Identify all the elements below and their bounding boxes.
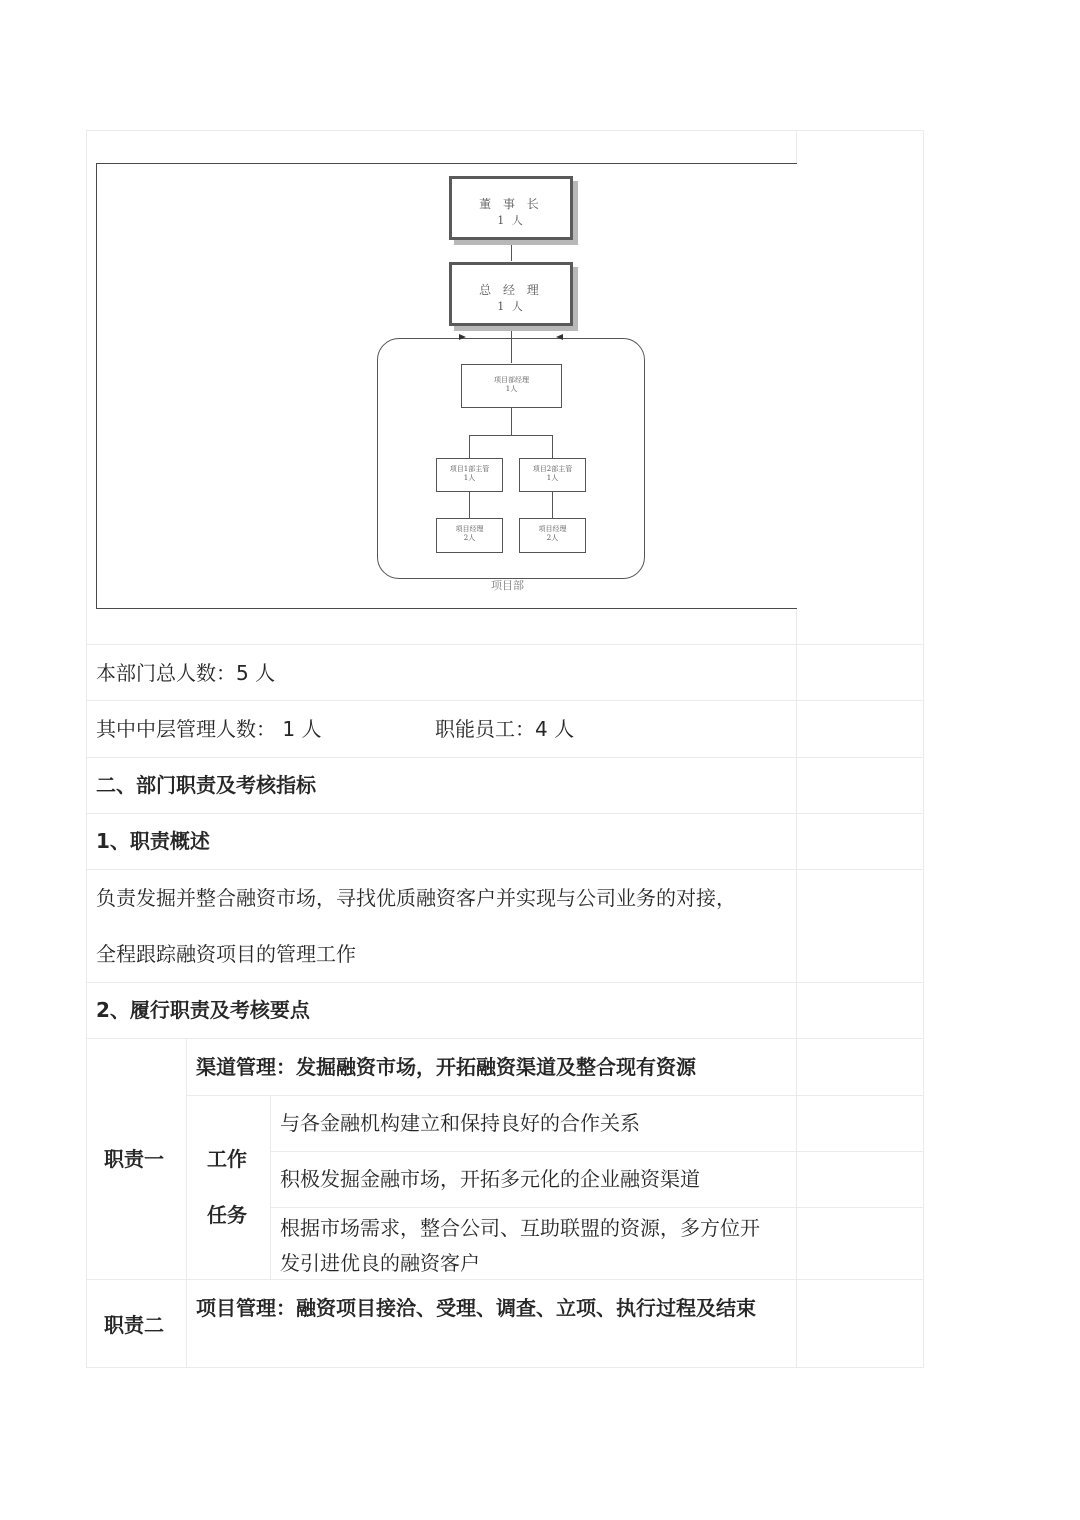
section-heading: 二、部门职责及考核指标 [96, 773, 316, 797]
connector [511, 408, 512, 435]
row-divider [86, 1279, 924, 1280]
arrow-left-icon [459, 334, 466, 340]
connector [552, 435, 553, 458]
project-dept-manager-box [461, 364, 562, 408]
row-divider [86, 813, 924, 814]
project2-lead-title: 项目2部主管 [532, 465, 573, 473]
connector [511, 239, 512, 261]
row-divider [86, 1038, 924, 1039]
project1-lead-box [436, 458, 503, 492]
chairman-box [449, 176, 573, 240]
duty-1-task-3-line-1: 根据市场需求，整合公司、互助联盟的资源，多方位开 [280, 1216, 760, 1240]
row-divider [86, 757, 924, 758]
col-divider [186, 1038, 187, 1368]
duty-2-label: 职责二 [104, 1313, 164, 1337]
project1-managers-title: 项目经理 [455, 525, 484, 533]
project-dept-group-label: 项目部 [491, 579, 524, 592]
project1-managers-box [436, 518, 503, 553]
connector [511, 326, 512, 363]
connector [469, 435, 470, 458]
row-divider [86, 700, 924, 701]
project2-managers-count: 2人 [546, 534, 559, 542]
project2-managers-box [519, 518, 586, 553]
functional-staff: 职能员工：4 人 [435, 717, 575, 741]
project-dept-manager-title: 项目部经理 [494, 376, 529, 384]
project1-managers-count: 2人 [463, 534, 476, 542]
col-divider [270, 1095, 271, 1279]
connector [469, 492, 470, 518]
subsection-duties: 2、履行职责及考核要点 [96, 998, 310, 1022]
general-manager-title: 总 经 理 [479, 283, 543, 297]
project2-managers-title: 项目经理 [538, 525, 567, 533]
project2-lead-count: 1人 [546, 474, 559, 482]
row-divider [86, 982, 924, 983]
duty-1-task-label-1: 工作 [207, 1147, 247, 1171]
row-divider [86, 644, 924, 645]
chairman-title: 董 事 长 [479, 197, 543, 211]
duty-1-task-2: 积极发掘金融市场，开拓多元化的企业融资渠道 [280, 1167, 700, 1191]
middle-managers: 其中中层管理人数： 1 人 [96, 717, 322, 741]
chairman-count: 1 人 [497, 214, 525, 227]
duty-2-title: 项目管理：融资项目接洽、受理、调查、立项、执行过程及结束 [196, 1296, 756, 1320]
row-divider [86, 869, 924, 870]
row-divider [270, 1151, 924, 1152]
duty-1-task-1: 与各金融机构建立和保持良好的合作关系 [280, 1111, 640, 1135]
duty-1-title: 渠道管理：发掘融资市场，开拓融资渠道及整合现有资源 [196, 1055, 696, 1079]
total-staff: 本部门总人数：5 人 [96, 661, 276, 685]
project1-lead-title: 项目1部主管 [449, 465, 490, 473]
row-divider [270, 1207, 924, 1208]
overview-line-1: 负责发掘并整合融资市场，寻找优质融资客户并实现与公司业务的对接， [96, 886, 736, 910]
duty-1-task-3-line-2: 发引进优良的融资客户 [280, 1251, 480, 1275]
overview-line-2: 全程跟踪融资项目的管理工作 [96, 942, 356, 966]
general-manager-count: 1 人 [497, 300, 525, 313]
arrow-right-icon [556, 334, 563, 340]
general-manager-box [449, 262, 573, 326]
project1-lead-count: 1人 [463, 474, 476, 482]
connector [552, 492, 553, 518]
duty-1-label: 职责一 [104, 1147, 164, 1171]
duty-1-task-label-2: 任务 [207, 1203, 247, 1227]
project2-lead-box [519, 458, 586, 492]
subsection-overview: 1、职责概述 [96, 829, 210, 853]
project-dept-manager-count: 1人 [505, 385, 518, 393]
connector [469, 435, 553, 436]
row-divider [186, 1095, 924, 1096]
org-chart-frame [96, 163, 797, 609]
